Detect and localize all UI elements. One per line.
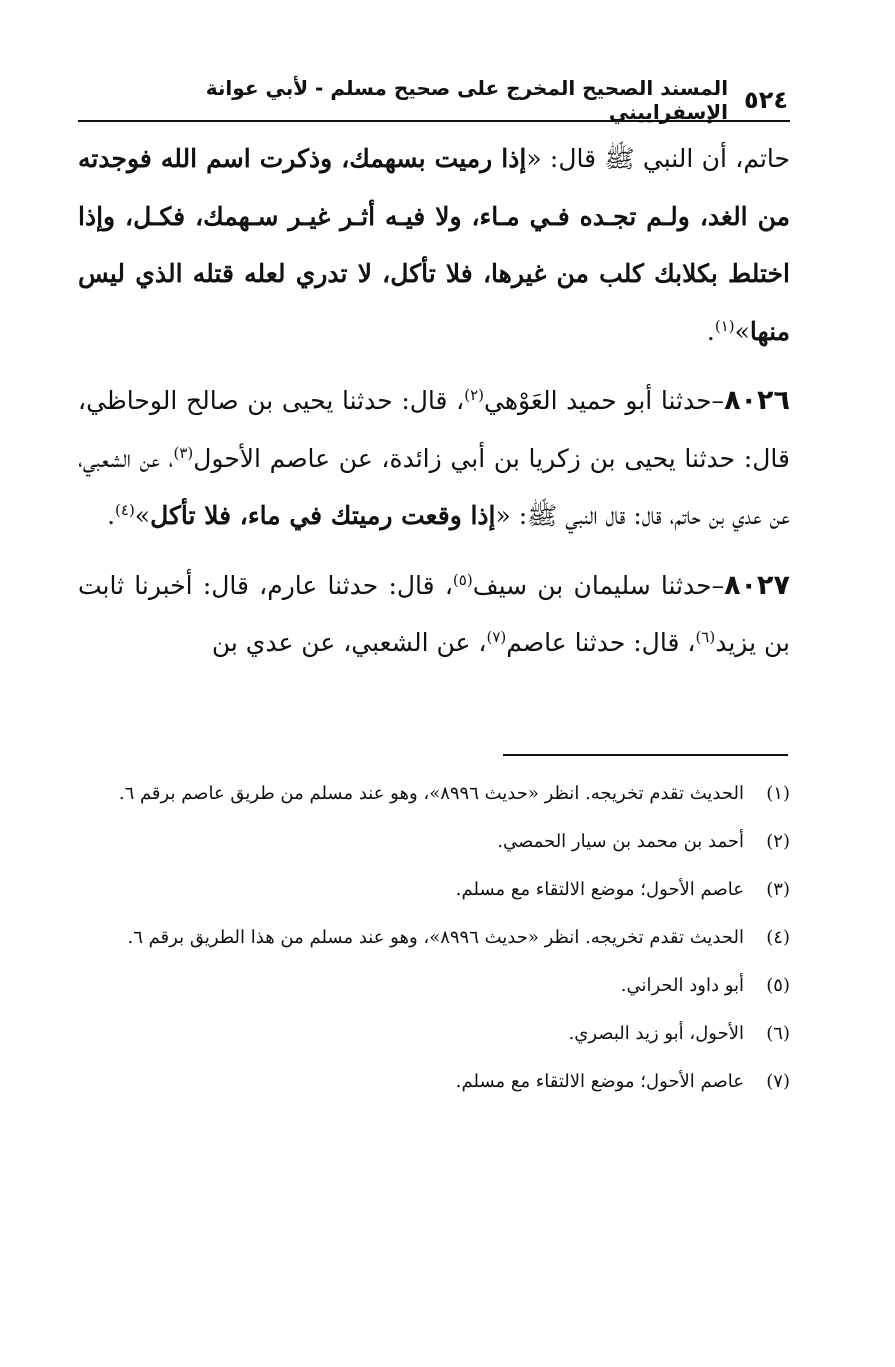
footnote-number: (٤)	[766, 927, 790, 948]
paragraph-hadith-8027	[78, 557, 790, 672]
footnote-text: الأحول، أبو زيد البصري.	[568, 1023, 744, 1044]
footnote-ref: (٧)	[486, 628, 507, 646]
paragraph-continuation	[78, 130, 790, 360]
main-text	[78, 130, 790, 684]
text-run: »	[734, 316, 750, 346]
footnote-item	[78, 1064, 790, 1100]
footnote-item	[78, 872, 790, 908]
footnote-number: (١)	[766, 783, 790, 804]
text-run: ، قال: حدثنا عارم، قال: أخبرنا ثابت بن يزيد	[78, 570, 790, 657]
text-run: ، عن الشعبي، عن عدي بن حاتم، قال: قال النبي ﷺ: «	[78, 443, 790, 530]
footnote-ref: (٦)	[695, 628, 716, 646]
footnote-number: (٢)	[766, 831, 790, 852]
footnote-ref: (٤)	[115, 501, 135, 519]
book-title: المسند الصحيح المخرج على صحيح مسلم - لأبي عوانة الإسفراييني	[205, 76, 729, 124]
footnote-ref: (٢)	[464, 386, 484, 404]
hadith-number: ٨٠٢٦	[724, 385, 790, 416]
hadith-text: إذا رميت بسهمك، وذكرت اسم الله فوجدته من الغد، ولـم تجـده فـي مـاء، ولا فيـه أثـر غيـر سـهمك، فكـل، وإذا اختلط بكلابك كلب من غيرها، فلا تأكل، لا تدري لعله قتله الذي ليس منها	[78, 144, 790, 346]
footnote-text: أبو داود الحراني.	[620, 975, 744, 996]
paragraph-hadith-8026	[78, 372, 790, 545]
footnote-text: الحديث تقدم تخريجه. انظر «حديث ٨٩٩٦»، وهو عند مسلم من طريق عاصم برقم ٦.	[118, 783, 744, 804]
hadith-number: ٨٠٢٧	[724, 569, 790, 601]
footnote-item	[78, 824, 790, 860]
footnote-number: (٦)	[766, 1023, 790, 1044]
footnote-rule	[503, 754, 788, 756]
footnotes	[78, 776, 790, 1112]
footnote-text: عاصم الأحول؛ موضع الالتقاء مع مسلم.	[455, 879, 744, 900]
text-run: ، قال: حدثنا يحيى بن صالح الوحاظي، قال: حدثنا يحيى بن زكريا بن أبي زائدة، عن عاصم الأحول	[78, 386, 790, 473]
footnote-item	[78, 920, 790, 956]
footnote-text: عاصم الأحول؛ موضع الالتقاء مع مسلم.	[455, 1071, 744, 1092]
text-run: »	[134, 501, 151, 530]
hadith-text: إذا وقعت رميتك في ماء، فلا تأكل	[150, 501, 496, 530]
footnote-text: أحمد بن محمد بن سيار الحمصي.	[497, 831, 744, 852]
footnote-text: الحديث تقدم تخريجه. انظر «حديث ٨٩٩٦»، وهو عند مسلم من هذا الطريق برقم ٦.	[127, 927, 744, 948]
page-number: ٥٢٤	[744, 86, 788, 114]
running-header	[150, 76, 788, 124]
text-run: .	[107, 501, 116, 530]
text-run: .	[706, 316, 715, 346]
footnote-item	[78, 1016, 790, 1052]
footnote-item	[78, 776, 790, 812]
footnote-ref: (٥)	[452, 570, 473, 589]
text-run: حاتم، أن النبي ﷺ قال: «	[526, 144, 790, 173]
text-run: ، عن الشعبي، عن عدي بن	[211, 628, 487, 657]
footnote-number: (٧)	[766, 1071, 790, 1092]
footnote-number: (٥)	[766, 975, 790, 996]
text-run: ، قال: حدثنا عاصم	[506, 628, 696, 657]
header-rule	[78, 120, 790, 122]
footnote-ref: (١)	[714, 316, 735, 335]
footnote-item	[78, 968, 790, 1004]
footnote-ref: (٣)	[173, 443, 194, 462]
footnote-number: (٣)	[766, 879, 790, 900]
text-run: –حدثنا سليمان بن سيف	[472, 570, 725, 600]
text-run: –حدثنا أبو حميد العَوْهي	[483, 386, 725, 415]
